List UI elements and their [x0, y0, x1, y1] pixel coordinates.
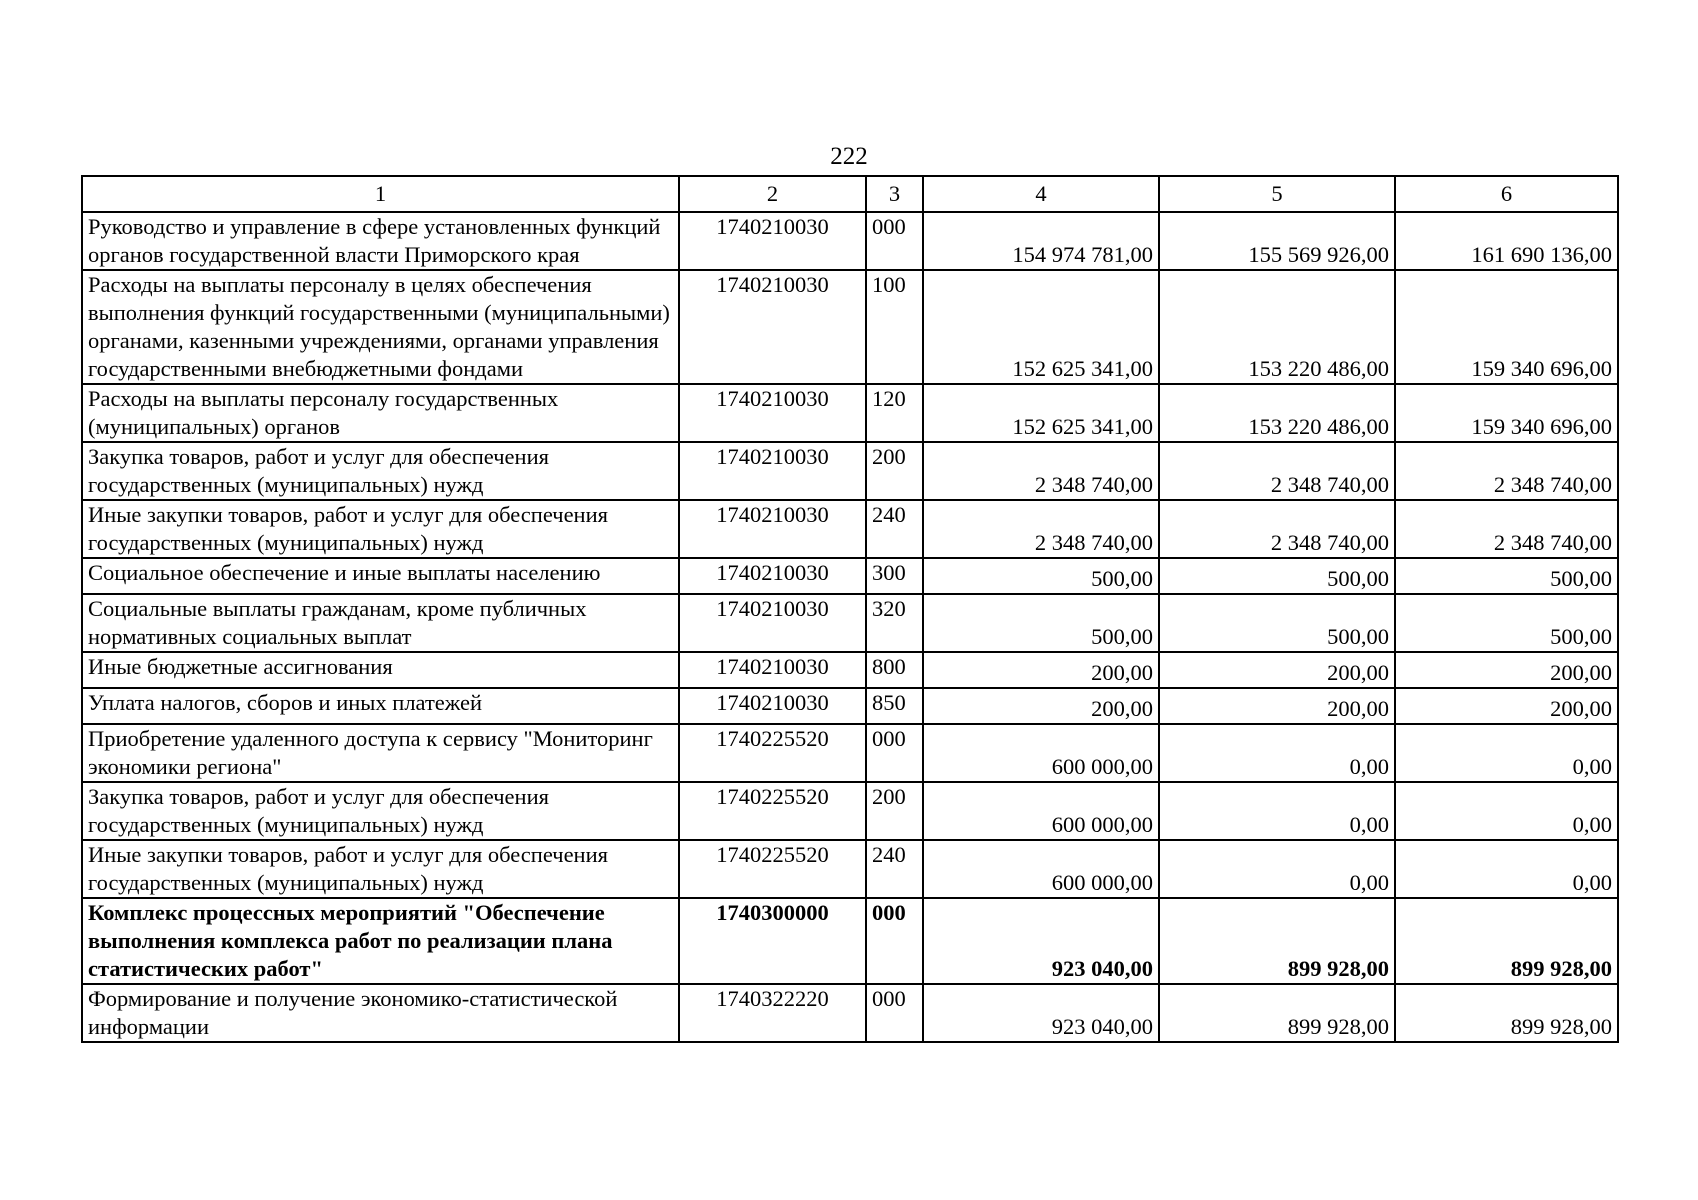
row-vr-cell: 300 — [866, 558, 923, 594]
row-code-cell: 1740210030 — [679, 384, 866, 442]
row-value-col5-cell: 500,00 — [1159, 594, 1395, 652]
table-row — [82, 688, 1618, 724]
budget-table — [81, 175, 1619, 1043]
column-header: 2 — [679, 176, 866, 212]
row-value-col4-cell: 152 625 341,00 — [923, 384, 1159, 442]
table-row — [82, 270, 1618, 384]
column-header: 3 — [866, 176, 923, 212]
row-value-col6-cell: 200,00 — [1395, 652, 1618, 688]
row-name-cell: Иные закупки товаров, работ и услуг для обеспечения государственных (муниципальных) нужд — [82, 840, 679, 898]
row-value-col4-cell: 600 000,00 — [923, 840, 1159, 898]
row-code-cell: 1740210030 — [679, 442, 866, 500]
row-value-col5-cell: 2 348 740,00 — [1159, 500, 1395, 558]
table-row — [82, 984, 1618, 1042]
row-value-col4-cell: 154 974 781,00 — [923, 212, 1159, 270]
row-name-cell: Расходы на выплаты персоналу государственных (муниципальных) органов — [82, 384, 679, 442]
row-vr-cell: 240 — [866, 500, 923, 558]
row-value-col5-cell: 153 220 486,00 — [1159, 384, 1395, 442]
row-code-cell: 1740210030 — [679, 212, 866, 270]
row-value-col4-cell: 923 040,00 — [923, 984, 1159, 1042]
table-row — [82, 782, 1618, 840]
row-value-col4-cell: 2 348 740,00 — [923, 442, 1159, 500]
table-row — [82, 212, 1618, 270]
row-value-col5-cell: 2 348 740,00 — [1159, 442, 1395, 500]
row-value-col6-cell: 2 348 740,00 — [1395, 500, 1618, 558]
row-code-cell: 1740225520 — [679, 724, 866, 782]
table-body — [82, 212, 1618, 1042]
row-value-col4-cell: 600 000,00 — [923, 782, 1159, 840]
row-value-col5-cell: 500,00 — [1159, 558, 1395, 594]
row-code-cell: 1740322220 — [679, 984, 866, 1042]
row-name-cell: Формирование и получение экономико-статистической информации — [82, 984, 679, 1042]
row-vr-cell: 100 — [866, 270, 923, 384]
row-name-cell: Социальные выплаты гражданам, кроме публичных нормативных социальных выплат — [82, 594, 679, 652]
row-vr-cell: 800 — [866, 652, 923, 688]
row-value-col6-cell: 161 690 136,00 — [1395, 212, 1618, 270]
column-header: 6 — [1395, 176, 1618, 212]
row-value-col5-cell: 899 928,00 — [1159, 984, 1395, 1042]
row-code-cell: 1740210030 — [679, 594, 866, 652]
row-value-col4-cell: 500,00 — [923, 594, 1159, 652]
row-code-cell: 1740225520 — [679, 840, 866, 898]
row-value-col4-cell: 500,00 — [923, 558, 1159, 594]
row-value-col6-cell: 200,00 — [1395, 688, 1618, 724]
row-value-col6-cell: 899 928,00 — [1395, 984, 1618, 1042]
row-vr-cell: 000 — [866, 984, 923, 1042]
row-name-cell: Приобретение удаленного доступа к сервису "Мониторинг экономики региона" — [82, 724, 679, 782]
row-name-cell: Расходы на выплаты персоналу в целях обеспечения выполнения функций государственными (муниципальными) органами, казенными учреждениями, органами управления государственными внебюджетными фондами — [82, 270, 679, 384]
row-code-cell: 1740210030 — [679, 270, 866, 384]
row-name-cell: Закупка товаров, работ и услуг для обеспечения государственных (муниципальных) нужд — [82, 442, 679, 500]
row-code-cell: 1740300000 — [679, 898, 866, 984]
column-header: 4 — [923, 176, 1159, 212]
table-row — [82, 384, 1618, 442]
row-value-col4-cell: 152 625 341,00 — [923, 270, 1159, 384]
table-row — [82, 558, 1618, 594]
row-vr-cell: 000 — [866, 898, 923, 984]
row-vr-cell: 000 — [866, 724, 923, 782]
row-name-cell: Закупка товаров, работ и услуг для обеспечения государственных (муниципальных) нужд — [82, 782, 679, 840]
row-value-col4-cell: 923 040,00 — [923, 898, 1159, 984]
row-value-col6-cell: 0,00 — [1395, 782, 1618, 840]
row-value-col6-cell: 0,00 — [1395, 840, 1618, 898]
table-row — [82, 898, 1618, 984]
row-name-cell: Комплекс процессных мероприятий "Обеспечение выполнения комплекса работ по реализации плана статистических работ" — [82, 898, 679, 984]
row-value-col5-cell: 155 569 926,00 — [1159, 212, 1395, 270]
row-value-col4-cell: 2 348 740,00 — [923, 500, 1159, 558]
row-code-cell: 1740210030 — [679, 558, 866, 594]
row-vr-cell: 200 — [866, 442, 923, 500]
row-value-col6-cell: 159 340 696,00 — [1395, 270, 1618, 384]
row-value-col6-cell: 500,00 — [1395, 558, 1618, 594]
row-value-col4-cell: 600 000,00 — [923, 724, 1159, 782]
row-value-col5-cell: 0,00 — [1159, 840, 1395, 898]
column-header: 1 — [82, 176, 679, 212]
row-code-cell: 1740210030 — [679, 500, 866, 558]
row-name-cell: Иные бюджетные ассигнования — [82, 652, 679, 688]
row-name-cell: Уплата налогов, сборов и иных платежей — [82, 688, 679, 724]
table-row — [82, 594, 1618, 652]
table-row — [82, 840, 1618, 898]
page-number: 222 — [830, 143, 868, 170]
row-vr-cell: 320 — [866, 594, 923, 652]
row-name-cell: Руководство и управление в сфере установленных функций органов государственной власти Приморского края — [82, 212, 679, 270]
row-value-col5-cell: 899 928,00 — [1159, 898, 1395, 984]
row-value-col5-cell: 153 220 486,00 — [1159, 270, 1395, 384]
row-vr-cell: 200 — [866, 782, 923, 840]
row-name-cell: Социальное обеспечение и иные выплаты населению — [82, 558, 679, 594]
column-header: 5 — [1159, 176, 1395, 212]
row-value-col6-cell: 500,00 — [1395, 594, 1618, 652]
row-name-cell: Иные закупки товаров, работ и услуг для обеспечения государственных (муниципальных) нужд — [82, 500, 679, 558]
table-row — [82, 442, 1618, 500]
row-value-col5-cell: 0,00 — [1159, 724, 1395, 782]
row-value-col6-cell: 2 348 740,00 — [1395, 442, 1618, 500]
header-row — [82, 176, 1618, 212]
row-vr-cell: 240 — [866, 840, 923, 898]
row-vr-cell: 850 — [866, 688, 923, 724]
row-value-col5-cell: 0,00 — [1159, 782, 1395, 840]
row-value-col5-cell: 200,00 — [1159, 688, 1395, 724]
row-vr-cell: 120 — [866, 384, 923, 442]
row-value-col5-cell: 200,00 — [1159, 652, 1395, 688]
row-code-cell: 1740225520 — [679, 782, 866, 840]
row-value-col6-cell: 159 340 696,00 — [1395, 384, 1618, 442]
row-value-col4-cell: 200,00 — [923, 688, 1159, 724]
row-code-cell: 1740210030 — [679, 652, 866, 688]
row-value-col6-cell: 0,00 — [1395, 724, 1618, 782]
row-value-col4-cell: 200,00 — [923, 652, 1159, 688]
row-code-cell: 1740210030 — [679, 688, 866, 724]
row-value-col6-cell: 899 928,00 — [1395, 898, 1618, 984]
table-row — [82, 500, 1618, 558]
table-row — [82, 652, 1618, 688]
row-vr-cell: 000 — [866, 212, 923, 270]
table-row — [82, 724, 1618, 782]
